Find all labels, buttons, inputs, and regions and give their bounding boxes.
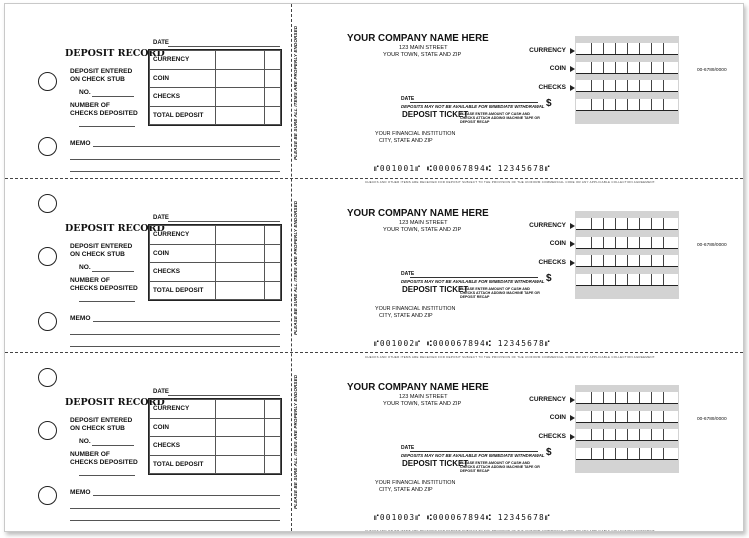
digit-separator: [580, 429, 592, 440]
pointer-arrow-icon: [570, 260, 575, 266]
number-of-label: NUMBER OF: [70, 277, 110, 284]
digit-separator: [604, 62, 616, 73]
memo-line[interactable]: [93, 146, 280, 147]
digit-separator: [580, 411, 592, 422]
digit-separator: [592, 429, 604, 440]
binder-hole: [38, 312, 57, 331]
digit-separator: [592, 448, 604, 459]
company-city: YOUR TOWN, STATE AND ZIP: [383, 52, 462, 58]
pointer-arrow-icon: [570, 85, 575, 91]
number-of-label: NUMBER OF: [70, 102, 110, 109]
amount-entry-field[interactable]: [576, 429, 678, 441]
financial-institution: YOUR FINANCIAL INSTITUTION: [375, 306, 456, 312]
binder-hole: [38, 421, 57, 440]
cash-label: COIN: [549, 240, 566, 247]
stub-row-label: TOTAL DEPOSIT: [150, 106, 216, 125]
amount-entry-field[interactable]: [576, 43, 678, 55]
endorse-note: PLEASE BE SURE ALL ITEMS ARE PROPERLY ENDORSED: [293, 25, 298, 160]
stub-amount-cell[interactable]: [216, 106, 265, 125]
attach-tape-note: PLEASE ENTER AMOUNT OF CASH AND CHECKS ATTACH ADDING MACHINE TAPE OR DEPOSIT RECAP: [460, 461, 540, 473]
company-name: YOUR COMPANY NAME HERE: [347, 33, 489, 44]
deposit-record-title: DEPOSIT RECORD: [65, 48, 165, 59]
stub-row-label: CURRENCY: [150, 226, 216, 245]
stub-cents-cell[interactable]: [264, 455, 280, 474]
stub-amount-cell[interactable]: [216, 418, 265, 437]
digit-separator: [640, 448, 652, 459]
stub-row-label: CHECKS: [150, 88, 216, 107]
deposit-ticket-title: DEPOSIT TICKET: [402, 459, 469, 468]
financial-institution: YOUR FINANCIAL INSTITUTION: [375, 480, 456, 486]
institution-city: CITY, STATE AND ZIP: [379, 487, 433, 493]
digit-separator: [592, 392, 604, 403]
ticket-date-line[interactable]: [410, 277, 538, 278]
digit-separator: [616, 274, 628, 285]
memo-label: MEMO: [70, 489, 91, 496]
attach-tape-note: PLEASE ENTER AMOUNT OF CASH AND CHECKS ATTACH ADDING MACHINE TAPE OR DEPOSIT RECAP: [460, 287, 540, 299]
amount-entry-field[interactable]: [576, 99, 678, 111]
deposit-entered-label: DEPOSIT ENTERED: [70, 243, 133, 250]
digit-separator: [592, 218, 604, 229]
cash-label: CURRENCY: [529, 396, 566, 403]
number-of-label: NUMBER OF: [70, 451, 110, 458]
digit-separator: [628, 218, 640, 229]
fine-print: CHECKS AND OTHER ITEMS ARE RECEIVED FOR DEPOSIT SUBJECT TO THE PROVISION OF THE UNIFORM COMMERCIAL CODE OR ANY APPLICABLE COLLECTION AGREEMENT.: [365, 529, 656, 532]
stub-amount-box: [148, 49, 282, 126]
stub-cents-cell[interactable]: [264, 69, 280, 88]
digit-separator: [604, 99, 616, 110]
digit-separator: [628, 99, 640, 110]
ticket-date-line[interactable]: [410, 102, 538, 103]
company-street: 123 MAIN STREET: [399, 45, 448, 51]
digit-separator: [592, 62, 604, 73]
digit-separator: [640, 411, 652, 422]
stub-amount-cell[interactable]: [216, 69, 265, 88]
deposit-record-title: DEPOSIT RECORD: [65, 223, 165, 234]
digit-separator: [640, 429, 652, 440]
binder-hole: [38, 247, 57, 266]
amount-entry-field[interactable]: [576, 411, 678, 423]
stub-date-line[interactable]: [168, 221, 280, 222]
ticket-date-label: DATE: [401, 271, 415, 277]
checks-deposited-label: CHECKS DEPOSITED: [70, 459, 138, 466]
stub-number-line[interactable]: [92, 96, 134, 97]
attach-tape-note: PLEASE ENTER AMOUNT OF CASH AND CHECKS ATTACH ADDING MACHINE TAPE OR DEPOSIT RECAP: [460, 112, 540, 124]
digit-separator: [592, 255, 604, 266]
amount-entry-field[interactable]: [576, 80, 678, 92]
institution-city: CITY, STATE AND ZIP: [379, 138, 433, 144]
stub-row-label: CHECKS: [150, 437, 216, 456]
digit-separator: [616, 392, 628, 403]
pointer-arrow-icon: [570, 66, 575, 72]
stub-amount-cell[interactable]: [216, 400, 265, 419]
stub-date-label: DATE: [153, 389, 169, 395]
digit-separator: [640, 274, 652, 285]
stub-number-line[interactable]: [92, 445, 134, 446]
digit-separator: [616, 43, 628, 54]
amount-entry-field[interactable]: [576, 392, 678, 404]
digit-separator: [616, 411, 628, 422]
checks-deposited-label: CHECKS DEPOSITED: [70, 110, 138, 117]
digit-separator: [652, 99, 664, 110]
stub-amount-box: [148, 398, 282, 475]
memo-line[interactable]: [93, 321, 280, 322]
digit-separator: [628, 411, 640, 422]
company-name: YOUR COMPANY NAME HERE: [347, 382, 489, 393]
ticket-date-label: DATE: [401, 445, 415, 451]
memo-label: MEMO: [70, 140, 91, 147]
endorse-note: PLEASE BE SURE ALL ITEMS ARE PROPERLY ENDORSED: [293, 200, 298, 335]
memo-line[interactable]: [70, 346, 280, 347]
amount-entry-field[interactable]: [576, 274, 678, 286]
binder-hole: [38, 368, 57, 387]
deposit-ticket-row: [5, 352, 743, 532]
availability-note: DEPOSITS MAY NOT BE AVAILABLE FOR IMMEDIATE WITHDRAWAL: [401, 453, 545, 458]
digit-separator: [616, 237, 628, 248]
stub-amount-cell[interactable]: [216, 226, 265, 245]
cash-label: CURRENCY: [529, 47, 566, 54]
routing-number: 00-6789/0000: [697, 417, 727, 422]
dollar-sign: $: [546, 98, 552, 109]
stub-date-label: DATE: [153, 40, 169, 46]
stub-row-label: COIN: [150, 244, 216, 263]
memo-line[interactable]: [93, 495, 280, 496]
stub-cents-cell[interactable]: [264, 244, 280, 263]
stub-amount-cell[interactable]: [216, 244, 265, 263]
endorse-note: PLEASE BE SURE ALL ITEMS ARE PROPERLY ENDORSED: [293, 374, 298, 509]
digit-separator: [616, 429, 628, 440]
digit-separator: [628, 255, 640, 266]
stub-row-label: TOTAL DEPOSIT: [150, 281, 216, 300]
digit-separator: [652, 411, 664, 422]
dollar-sign: $: [546, 447, 552, 458]
stub-row-label: COIN: [150, 418, 216, 437]
digit-separator: [592, 274, 604, 285]
checks-count-line[interactable]: [79, 301, 135, 302]
stub-row-label: TOTAL DEPOSIT: [150, 455, 216, 474]
digit-separator: [580, 448, 592, 459]
company-city: YOUR TOWN, STATE AND ZIP: [383, 401, 462, 407]
digit-separator: [604, 255, 616, 266]
digit-separator: [616, 99, 628, 110]
stub-row-label: CURRENCY: [150, 51, 216, 70]
stub-cents-cell[interactable]: [264, 281, 280, 300]
binder-hole: [38, 194, 57, 213]
on-check-stub-label: ON CHECK STUB: [70, 425, 125, 432]
binder-hole: [38, 486, 57, 505]
digit-separator: [580, 99, 592, 110]
memo-line[interactable]: [70, 508, 280, 509]
digit-separator: [640, 62, 652, 73]
digit-separator: [628, 429, 640, 440]
digit-separator: [604, 80, 616, 91]
checks-deposited-label: CHECKS DEPOSITED: [70, 285, 138, 292]
digit-separator: [592, 43, 604, 54]
stub-amount-cell[interactable]: [216, 51, 265, 70]
deposit-ticket-title: DEPOSIT TICKET: [402, 285, 469, 294]
stub-amount-box: [148, 224, 282, 301]
ticket-date-line[interactable]: [410, 451, 538, 452]
pointer-arrow-icon: [570, 434, 575, 440]
deposit-ticket-sheet: [4, 3, 744, 532]
digit-separator: [640, 392, 652, 403]
digit-separator: [580, 62, 592, 73]
ticket-date-label: DATE: [401, 96, 415, 102]
digit-separator: [580, 80, 592, 91]
deposit-record-title: DEPOSIT RECORD: [65, 397, 165, 408]
digit-separator: [640, 43, 652, 54]
cash-label: CHECKS: [538, 433, 566, 440]
stub-amount-cell[interactable]: [216, 263, 265, 282]
digit-separator: [652, 237, 664, 248]
digit-separator: [640, 99, 652, 110]
fine-print: CHECKS AND OTHER ITEMS ARE RECEIVED FOR DEPOSIT SUBJECT TO THE PROVISION OF THE UNIFORM COMMERCIAL CODE OR ANY APPLICABLE COLLECTION AGREEMENT.: [365, 180, 656, 184]
routing-number: 00-6789/0000: [697, 68, 727, 73]
deposit-ticket-row: [5, 4, 743, 184]
digit-separator: [604, 43, 616, 54]
company-city: YOUR TOWN, STATE AND ZIP: [383, 227, 462, 233]
amount-entry-field[interactable]: [576, 218, 678, 230]
on-check-stub-label: ON CHECK STUB: [70, 251, 125, 258]
digit-separator: [652, 43, 664, 54]
pointer-arrow-icon: [570, 241, 575, 247]
deposit-ticket-title: DEPOSIT TICKET: [402, 110, 469, 119]
stub-cents-cell[interactable]: [264, 51, 280, 70]
stub-cents-cell[interactable]: [264, 88, 280, 107]
cash-label: COIN: [549, 65, 566, 72]
digit-separator: [580, 218, 592, 229]
digit-separator: [628, 274, 640, 285]
digit-separator: [628, 62, 640, 73]
stub-cents-cell[interactable]: [264, 226, 280, 245]
pointer-arrow-icon: [570, 223, 575, 229]
micr-line: ⑈001002⑈ ⑆000067894⑆ 12345678⑈: [374, 339, 551, 348]
no-label: NO.: [79, 438, 91, 445]
digit-separator: [640, 237, 652, 248]
digit-separator: [652, 392, 664, 403]
stub-amount-cell[interactable]: [216, 88, 265, 107]
pointer-arrow-icon: [570, 415, 575, 421]
digit-separator: [592, 411, 604, 422]
routing-number: 00-6789/0000: [697, 243, 727, 248]
pointer-arrow-icon: [570, 397, 575, 403]
digit-separator: [580, 392, 592, 403]
digit-separator: [616, 62, 628, 73]
stub-date-line[interactable]: [168, 395, 280, 396]
dollar-sign: $: [546, 273, 552, 284]
cash-label: COIN: [549, 414, 566, 421]
memo-line[interactable]: [70, 334, 280, 335]
digit-separator: [616, 255, 628, 266]
digit-separator: [640, 80, 652, 91]
digit-separator: [640, 255, 652, 266]
stub-cents-cell[interactable]: [264, 263, 280, 282]
digit-separator: [592, 99, 604, 110]
checks-count-line[interactable]: [79, 126, 135, 127]
memo-label: MEMO: [70, 315, 91, 322]
digit-separator: [616, 448, 628, 459]
micr-line: ⑈001001⑈ ⑆000067894⑆ 12345678⑈: [374, 164, 551, 173]
binder-hole: [38, 72, 57, 91]
amount-entry-field[interactable]: [576, 237, 678, 249]
digit-separator: [580, 43, 592, 54]
digit-separator: [604, 411, 616, 422]
binder-hole: [38, 137, 57, 156]
stub-number-line[interactable]: [92, 271, 134, 272]
pointer-arrow-icon: [570, 48, 575, 54]
stub-cents-cell[interactable]: [264, 437, 280, 456]
amount-entry-field[interactable]: [576, 448, 678, 460]
digit-separator: [604, 429, 616, 440]
fine-print: CHECKS AND OTHER ITEMS ARE RECEIVED FOR DEPOSIT SUBJECT TO THE PROVISION OF THE UNIFORM COMMERCIAL CODE OR ANY APPLICABLE COLLECTION AGREEMENT.: [365, 355, 656, 359]
digit-separator: [592, 80, 604, 91]
stub-cents-cell[interactable]: [264, 400, 280, 419]
no-label: NO.: [79, 89, 91, 96]
digit-separator: [628, 237, 640, 248]
digit-separator: [652, 429, 664, 440]
amount-entry-field[interactable]: [576, 255, 678, 267]
digit-separator: [652, 448, 664, 459]
digit-separator: [628, 80, 640, 91]
stub-amount-cell[interactable]: [216, 437, 265, 456]
financial-institution: YOUR FINANCIAL INSTITUTION: [375, 131, 456, 137]
digit-separator: [604, 237, 616, 248]
institution-city: CITY, STATE AND ZIP: [379, 313, 433, 319]
company-street: 123 MAIN STREET: [399, 394, 448, 400]
on-check-stub-label: ON CHECK STUB: [70, 76, 125, 83]
stub-date-label: DATE: [153, 215, 169, 221]
stub-cents-cell[interactable]: [264, 418, 280, 437]
deposit-entered-label: DEPOSIT ENTERED: [70, 417, 133, 424]
stub-row-label: CHECKS: [150, 263, 216, 282]
stub-row-label: COIN: [150, 69, 216, 88]
digit-separator: [616, 218, 628, 229]
digit-separator: [628, 43, 640, 54]
deposit-entered-label: DEPOSIT ENTERED: [70, 68, 133, 75]
cash-label: CHECKS: [538, 84, 566, 91]
memo-line[interactable]: [70, 171, 280, 172]
stub-amount-cell[interactable]: [216, 455, 265, 474]
memo-line[interactable]: [70, 159, 280, 160]
availability-note: DEPOSITS MAY NOT BE AVAILABLE FOR IMMEDIATE WITHDRAWAL: [401, 104, 545, 109]
cash-label: CURRENCY: [529, 222, 566, 229]
digit-separator: [616, 80, 628, 91]
stub-cents-cell[interactable]: [264, 106, 280, 125]
availability-note: DEPOSITS MAY NOT BE AVAILABLE FOR IMMEDIATE WITHDRAWAL: [401, 279, 545, 284]
digit-separator: [604, 392, 616, 403]
digit-separator: [604, 218, 616, 229]
cash-label: CHECKS: [538, 259, 566, 266]
memo-line[interactable]: [70, 520, 280, 521]
digit-separator: [652, 218, 664, 229]
digit-separator: [652, 80, 664, 91]
digit-separator: [580, 274, 592, 285]
digit-separator: [628, 392, 640, 403]
digit-separator: [580, 255, 592, 266]
deposit-ticket-row: [5, 178, 743, 359]
digit-separator: [652, 62, 664, 73]
amount-entry-field[interactable]: [576, 62, 678, 74]
stub-row-label: CURRENCY: [150, 400, 216, 419]
digit-separator: [604, 274, 616, 285]
digit-separator: [580, 237, 592, 248]
digit-separator: [604, 448, 616, 459]
company-name: YOUR COMPANY NAME HERE: [347, 208, 489, 219]
digit-separator: [652, 255, 664, 266]
no-label: NO.: [79, 264, 91, 271]
digit-separator: [628, 448, 640, 459]
company-street: 123 MAIN STREET: [399, 220, 448, 226]
micr-line: ⑈001003⑈ ⑆000067894⑆ 12345678⑈: [374, 513, 551, 522]
digit-separator: [652, 274, 664, 285]
digit-separator: [592, 237, 604, 248]
checks-count-line[interactable]: [79, 475, 135, 476]
stub-date-line[interactable]: [168, 46, 280, 47]
stub-amount-cell[interactable]: [216, 281, 265, 300]
digit-separator: [640, 218, 652, 229]
